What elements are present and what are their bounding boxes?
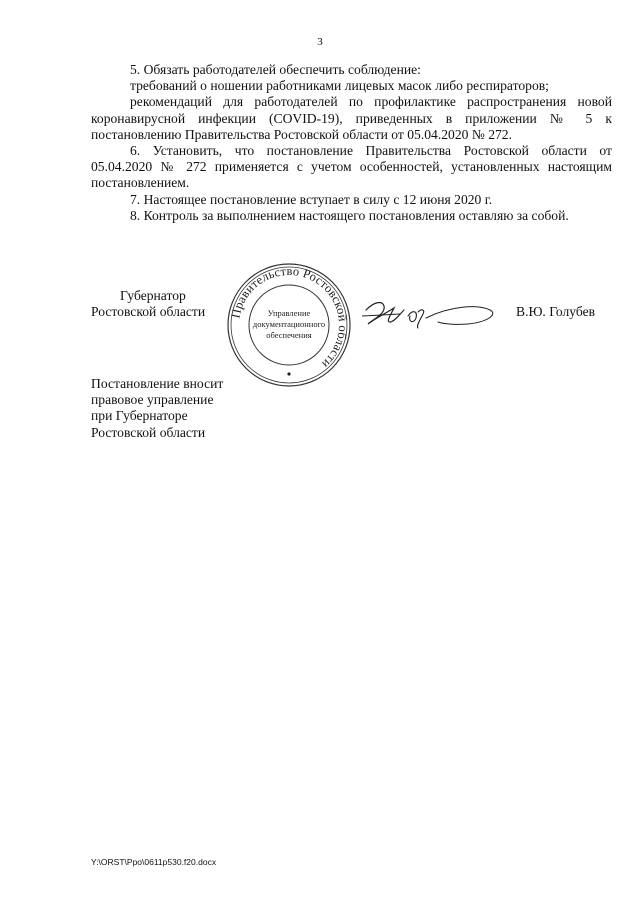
signatory-title bbox=[91, 288, 231, 320]
footer-file-path: Y:\ORST\Ppo\0611p530.f20.docx bbox=[91, 857, 217, 867]
signatory-title-line2: Ростовской области bbox=[91, 304, 206, 320]
submission-note bbox=[91, 376, 291, 441]
signatory-name: В.Ю. Голубев bbox=[516, 304, 596, 319]
official-seal bbox=[226, 262, 352, 388]
seal-outer-text: Правительство Ростовской области bbox=[228, 263, 351, 372]
paragraph-6: 6. Установить, что постановление Правительства Ростовской области от 05.04.2020 № 272 применяется с учетом особенностей, установленных настоящим постановлением. bbox=[91, 143, 612, 191]
paragraph-8: 8. Контроль за выполнением настоящего постановления оставляю за собой. bbox=[130, 207, 569, 223]
paragraph-5-item-2: рекомендаций для работодателей по профилактике распространения новой коронавирусной инфекции (COVID-19), приведенных в приложении № 5 к постановлению Правительства Ростовской области от 05.04.2020 № 272. bbox=[91, 94, 612, 142]
paragraph-5-item-1: требований о ношении работниками лицевых масок либо респираторов; bbox=[130, 78, 549, 94]
seal-inner-line2: документационного bbox=[252, 319, 326, 329]
submission-note-line3: при Губернаторе bbox=[91, 408, 188, 424]
document-body bbox=[91, 62, 612, 224]
paragraph-5: 5. Обязать работодателей обеспечить соблюдение: bbox=[130, 62, 421, 77]
paragraph-7: 7. Настоящее постановление вступает в силу с 12 июня 2020 г. bbox=[130, 191, 493, 207]
submission-note-line2: правовое управление bbox=[91, 392, 214, 408]
seal-inner-line1: Управление bbox=[267, 308, 311, 318]
page-number: 3 bbox=[317, 36, 323, 48]
handwritten-signature bbox=[360, 296, 500, 334]
submission-note-line4: Ростовской области bbox=[91, 424, 206, 440]
submission-note-line1: Постановление вносит bbox=[91, 376, 224, 391]
seal-inner-line3: обеспечения bbox=[266, 330, 312, 340]
signatory-title-line1: Губернатор bbox=[120, 288, 186, 303]
